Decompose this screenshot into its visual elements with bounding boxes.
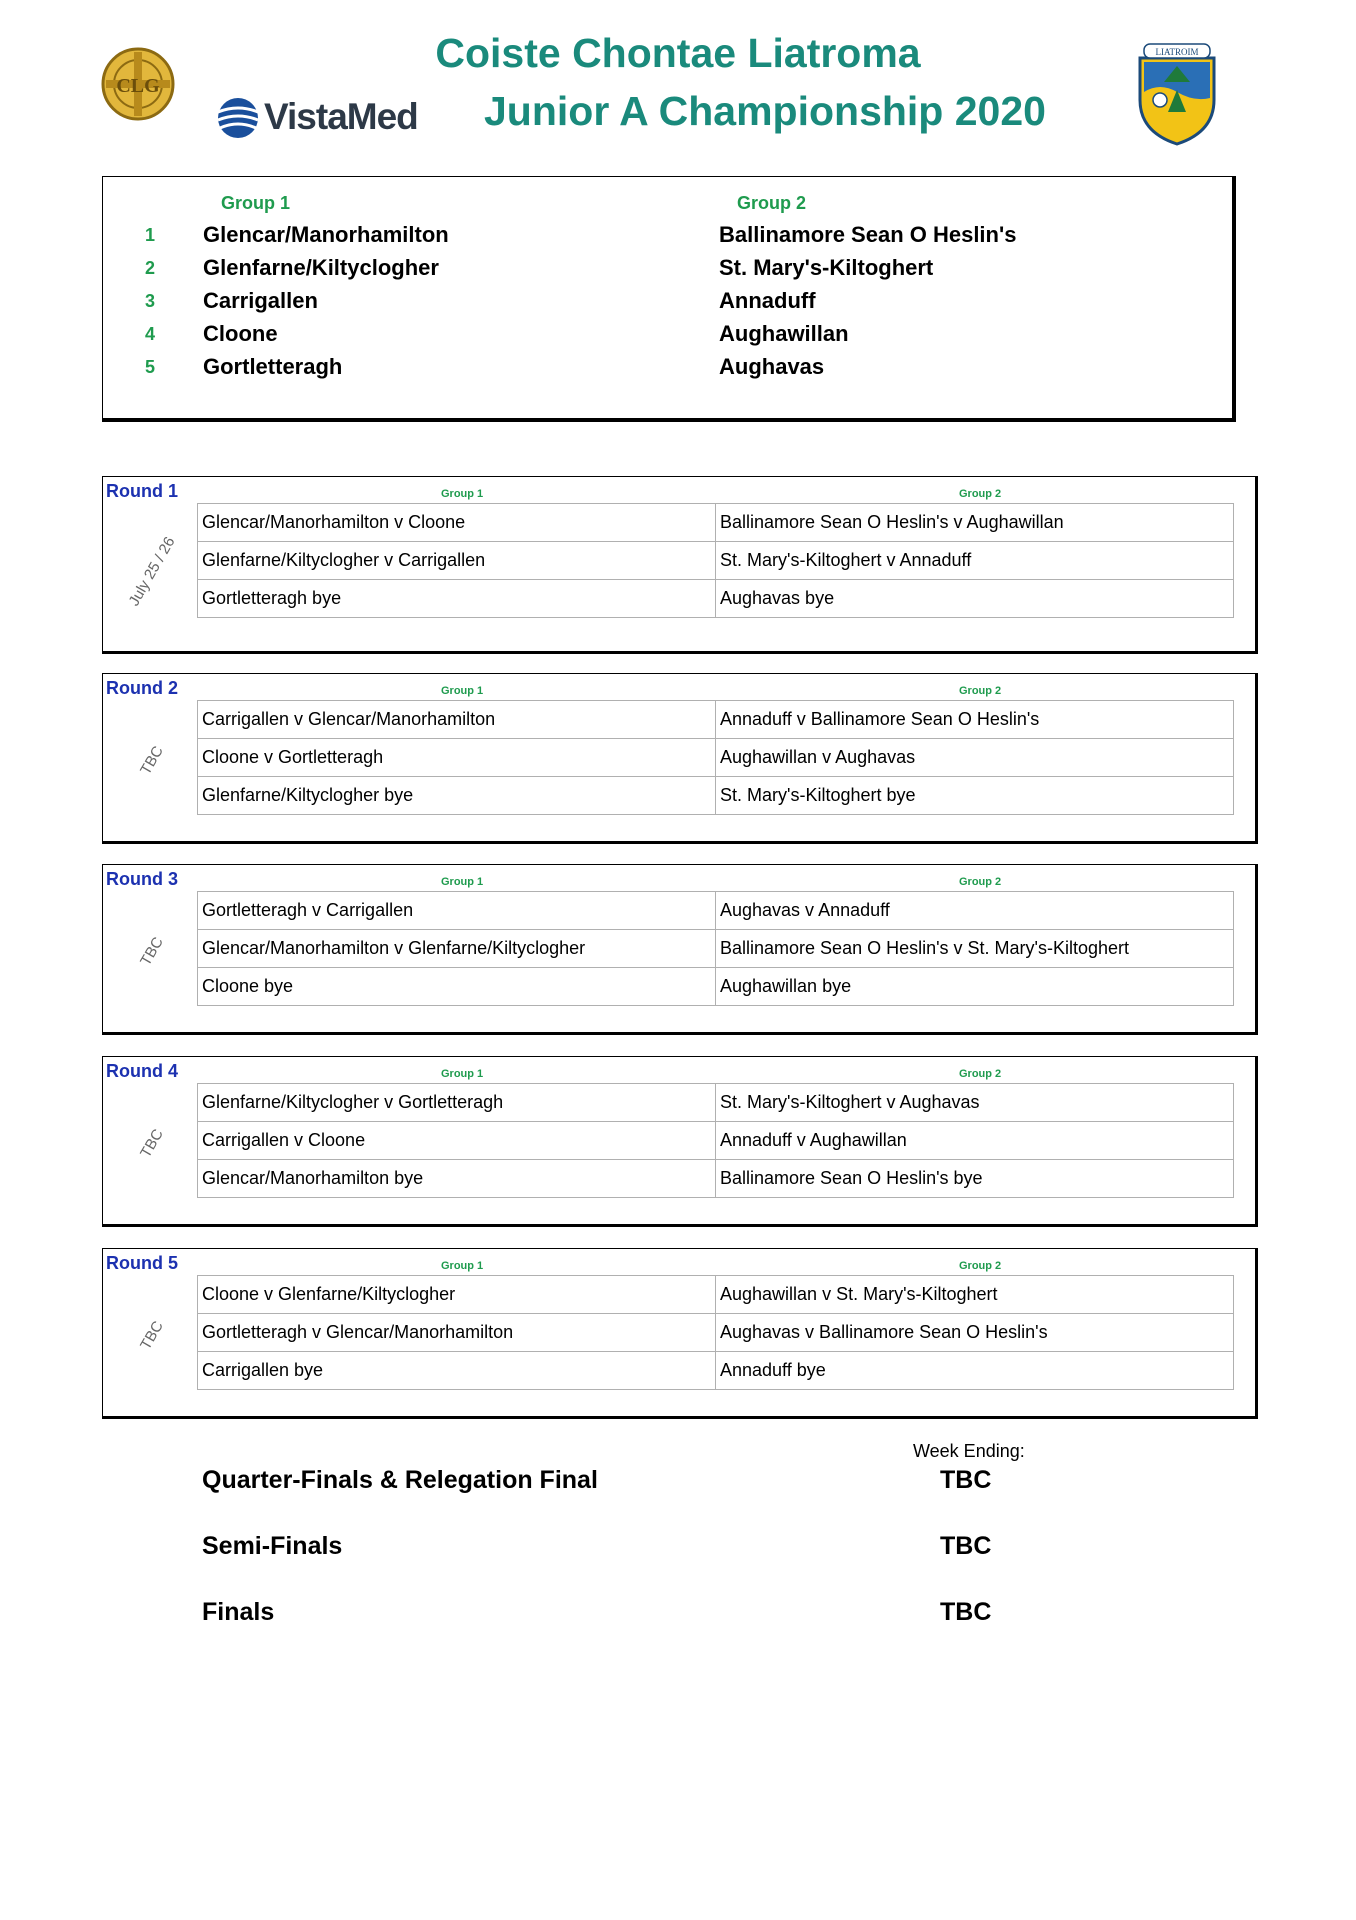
fixtures-table	[197, 1083, 1234, 1198]
group1-fixture: Glenfarne/Kiltyclogher v Carrigallen	[198, 542, 716, 580]
table-row	[198, 580, 1234, 618]
group1-fixture: Glenfarne/Kiltyclogher bye	[198, 777, 716, 815]
groups-panel	[102, 176, 1236, 422]
table-row	[198, 777, 1234, 815]
group2-fixture: Ballinamore Sean O Heslin's v St. Mary's-Kiltoghert	[716, 930, 1234, 968]
fixtures-table	[197, 891, 1234, 1006]
table-row	[198, 930, 1234, 968]
round-label: Round 5	[106, 1253, 178, 1273]
stage-name: Semi-Finals	[202, 1532, 343, 1560]
round-label: Round 2	[106, 678, 178, 698]
round-date: TBC	[137, 934, 167, 969]
group2-column-heading: Group 2	[959, 685, 1002, 697]
stage-name: Quarter-Finals & Relegation Final	[202, 1466, 598, 1494]
group1-fixture: Carrigallen v Cloone	[198, 1122, 716, 1160]
group2-column-heading: Group 2	[959, 488, 1002, 500]
group2-team: Aughawillan	[719, 321, 849, 346]
group1-team: Carrigallen	[203, 288, 318, 313]
group1-fixture: Gortletteragh bye	[198, 580, 716, 618]
group1-team: Glencar/Manorhamilton	[203, 222, 449, 247]
group1-fixture: Carrigallen bye	[198, 1352, 716, 1390]
round-1-panel	[102, 476, 1258, 654]
vistamed-globe-icon	[216, 96, 260, 140]
group-row-number: 3	[145, 291, 156, 311]
group2-fixture: Annaduff bye	[716, 1352, 1234, 1390]
table-row	[198, 1084, 1234, 1122]
page-subtitle: Junior A Championship 2020	[484, 88, 1046, 134]
table-row	[198, 504, 1234, 542]
group2-fixture: Aughavas v Ballinamore Sean O Heslin's	[716, 1314, 1234, 1352]
group2-column-heading: Group 2	[959, 876, 1002, 888]
fixtures-table	[197, 1275, 1234, 1390]
group1-team: Cloone	[203, 321, 278, 346]
group2-fixture: Ballinamore Sean O Heslin's v Aughawillan	[716, 504, 1234, 542]
group2-fixture: Ballinamore Sean O Heslin's bye	[716, 1160, 1234, 1198]
fixtures-table	[197, 700, 1234, 815]
week-ending-label: Week Ending:	[913, 1441, 1025, 1461]
table-row	[198, 892, 1234, 930]
group2-fixture: Aughavas bye	[716, 580, 1234, 618]
group2-team: Ballinamore Sean O Heslin's	[719, 222, 1017, 247]
fixtures-table	[197, 503, 1234, 618]
group-row-number: 2	[145, 258, 156, 278]
group1-column-heading: Group 1	[441, 685, 484, 697]
round-date: TBC	[137, 1126, 167, 1161]
stage-date: TBC	[940, 1598, 992, 1626]
group2-fixture: Annaduff v Aughawillan	[716, 1122, 1234, 1160]
group1-column-heading: Group 1	[441, 876, 484, 888]
table-row	[198, 542, 1234, 580]
stage-date: TBC	[940, 1466, 992, 1494]
svg-text:LIATROIM: LIATROIM	[1155, 47, 1199, 57]
group2-fixture: St. Mary's-Kiltoghert v Annaduff	[716, 542, 1234, 580]
group2-column-heading: Group 2	[959, 1068, 1002, 1080]
group1-column-heading: Group 1	[441, 1260, 484, 1272]
round-label: Round 3	[106, 869, 178, 889]
group2-column-heading: Group 2	[959, 1260, 1002, 1272]
stage-name: Finals	[202, 1598, 275, 1626]
group-row-number: 4	[145, 324, 156, 344]
group1-fixture: Gortletteragh v Carrigallen	[198, 892, 716, 930]
group1-fixture: Carrigallen v Glencar/Manorhamilton	[198, 701, 716, 739]
table-row	[198, 1314, 1234, 1352]
sponsor-logo	[216, 94, 456, 140]
group1-fixture: Glenfarne/Kiltyclogher v Gortletteragh	[198, 1084, 716, 1122]
table-row	[198, 739, 1234, 777]
round-date: TBC	[137, 1318, 167, 1353]
group2-heading: Group 2	[737, 193, 807, 213]
group2-fixture: Aughavas v Annaduff	[716, 892, 1234, 930]
group2-fixture: Aughawillan v Aughavas	[716, 739, 1234, 777]
round-label: Round 1	[106, 481, 178, 501]
round-label: Round 4	[106, 1061, 178, 1081]
group2-fixture: Aughawillan v St. Mary's-Kiltoghert	[716, 1276, 1234, 1314]
group2-fixture: Aughawillan bye	[716, 968, 1234, 1006]
county-crest	[1134, 42, 1220, 146]
round-date: TBC	[137, 743, 167, 778]
group2-fixture: St. Mary's-Kiltoghert v Aughavas	[716, 1084, 1234, 1122]
group-row-number: 5	[145, 357, 156, 377]
group-row-number: 1	[145, 225, 156, 245]
round-date: July 25 / 26	[125, 534, 179, 609]
group1-fixture: Glencar/Manorhamilton v Cloone	[198, 504, 716, 542]
group1-column-heading: Group 1	[441, 488, 484, 500]
table-row	[198, 1160, 1234, 1198]
table-row	[198, 1122, 1234, 1160]
group1-fixture: Cloone v Gortletteragh	[198, 739, 716, 777]
group1-team: Gortletteragh	[203, 354, 343, 379]
table-row	[198, 1276, 1234, 1314]
svg-text:CLG: CLG	[116, 75, 160, 97]
round-3-panel	[102, 864, 1258, 1035]
table-row	[198, 701, 1234, 739]
group1-fixture: Glencar/Manorhamilton bye	[198, 1160, 716, 1198]
stage-date: TBC	[940, 1532, 992, 1560]
round-4-panel	[102, 1056, 1258, 1227]
group1-column-heading: Group 1	[441, 1068, 484, 1080]
round-2-panel	[102, 673, 1258, 844]
group1-heading: Group 1	[221, 193, 291, 213]
page-title: Coiste Chontae Liatroma	[435, 30, 921, 76]
group1-fixture: Gortletteragh v Glencar/Manorhamilton	[198, 1314, 716, 1352]
group2-team: Aughavas	[719, 354, 825, 379]
group2-fixture: Annaduff v Ballinamore Sean O Heslin's	[716, 701, 1234, 739]
group1-fixture: Cloone bye	[198, 968, 716, 1006]
group1-team: Glenfarne/Kiltyclogher	[203, 255, 439, 280]
group1-fixture: Cloone v Glenfarne/Kiltyclogher	[198, 1276, 716, 1314]
group1-fixture: Glencar/Manorhamilton v Glenfarne/Kiltyclogher	[198, 930, 716, 968]
table-row	[198, 1352, 1234, 1390]
group2-team: Annaduff	[719, 288, 816, 313]
group2-fixture: St. Mary's-Kiltoghert bye	[716, 777, 1234, 815]
round-5-panel	[102, 1248, 1258, 1419]
sponsor-name: VistaMed	[264, 96, 418, 137]
group2-team: St. Mary's-Kiltoghert	[719, 255, 934, 280]
table-row	[198, 968, 1234, 1006]
